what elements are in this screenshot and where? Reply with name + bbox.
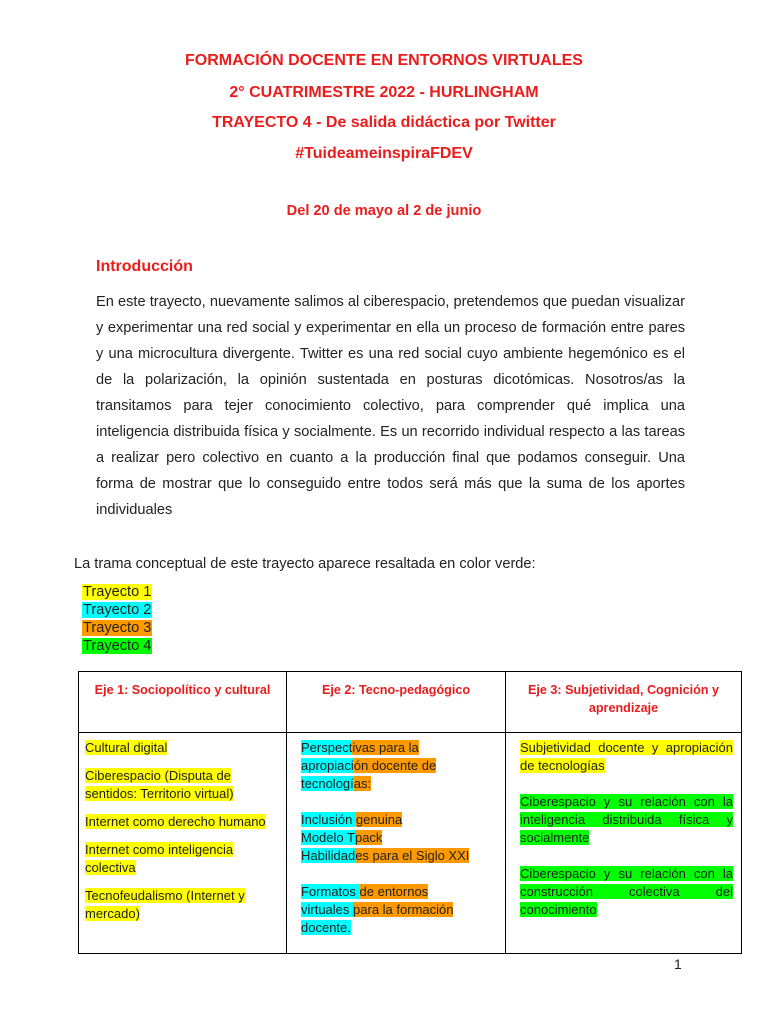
header-eje-3: Eje 3: Subjetividad, Cognición y aprendizaje xyxy=(506,672,742,733)
legend xyxy=(82,583,152,655)
item-subjetividad: Subjetividad docente y apropiación de tecnologías xyxy=(520,740,733,773)
item-inclusion: Inclusión genuina xyxy=(301,812,403,827)
trama-text: La trama conceptual de este trayecto aparece resaltada en color verde: xyxy=(74,556,536,572)
doc-title-line-1: FORMACIÓN DOCENTE EN ENTORNOS VIRTUALES xyxy=(185,52,583,69)
item-internet-inteligencia: Internet como inteligencia colectiva xyxy=(85,842,234,875)
item-habilidades: Habilidades para el Siglo XXI xyxy=(301,848,470,863)
cell-eje-1 xyxy=(79,733,287,954)
doc-title-line-2: 2° CUATRIMESTRE 2022 - HURLINGHAM xyxy=(229,84,539,101)
cell-eje-3 xyxy=(506,733,742,954)
item-internet-derecho: Internet como derecho humano xyxy=(85,814,266,829)
item-perspectivas: Perspectivas para la apropiación docente de tecnologías: xyxy=(301,740,437,791)
item-modelo-tpack: Modelo Tpack xyxy=(301,830,383,845)
legend-trayecto-1: Trayecto 1 xyxy=(83,584,152,600)
header-eje-1: Eje 1: Sociopolítico y cultural xyxy=(79,672,287,733)
item-ciberespacio: Ciberespacio (Disputa de sentidos: Territorio virtual) xyxy=(85,768,234,801)
item-tecnofeudalismo: Tecnofeudalismo (Internet y mercado) xyxy=(85,888,245,921)
axes-table xyxy=(78,671,742,954)
doc-title-line-3: TRAYECTO 4 - De salida didáctica por Twitter xyxy=(212,114,556,131)
cell-eje-2 xyxy=(287,733,506,954)
legend-trayecto-2: Trayecto 2 xyxy=(83,602,152,618)
header-eje-2: Eje 2: Tecno-pedagógico xyxy=(287,672,506,733)
doc-hashtag: #TuideameinspiraFDEV xyxy=(295,145,473,162)
item-cultural-digital: Cultural digital xyxy=(85,740,168,755)
doc-dates: Del 20 de mayo al 2 de junio xyxy=(286,203,482,219)
item-ciber-construccion: Ciberespacio y su relación con la construcción colectiva del conocimiento xyxy=(520,866,733,917)
legend-trayecto-3: Trayecto 3 xyxy=(83,620,152,636)
intro-heading: Introducción xyxy=(96,258,193,275)
item-ciber-inteligencia: Ciberespacio y su relación con la inteligencia distribuida física y socialmente xyxy=(520,794,733,845)
intro-paragraph: En este trayecto, nuevamente salimos al ciberespacio, pretendemos que puedan visualizar y experimentar una red social y experimentar en ella un proceso de formación entre pares y una microcultura divergente. Twitter es una red social cuyo ambiente hegemónico es el de la polarización, la opinión sustentada en posturas dicotómicas. Nosotros/as la transitamos para tejer conocimiento colectivo, para comprender qué implica una inteligencia distribuida física y socialmente. Es un recorrido individual respecto a las tareas a realizar pero colectivo en cuanto a la producción final que podamos conseguir. Una forma de mostrar que lo conseguido entre todos será más que la suma de los aportes individuales xyxy=(96,294,685,518)
item-formatos: Formatos de entornos virtuales para la formación docente. xyxy=(301,884,454,935)
legend-trayecto-4: Trayecto 4 xyxy=(83,638,152,654)
page-number: 1 xyxy=(674,956,682,972)
